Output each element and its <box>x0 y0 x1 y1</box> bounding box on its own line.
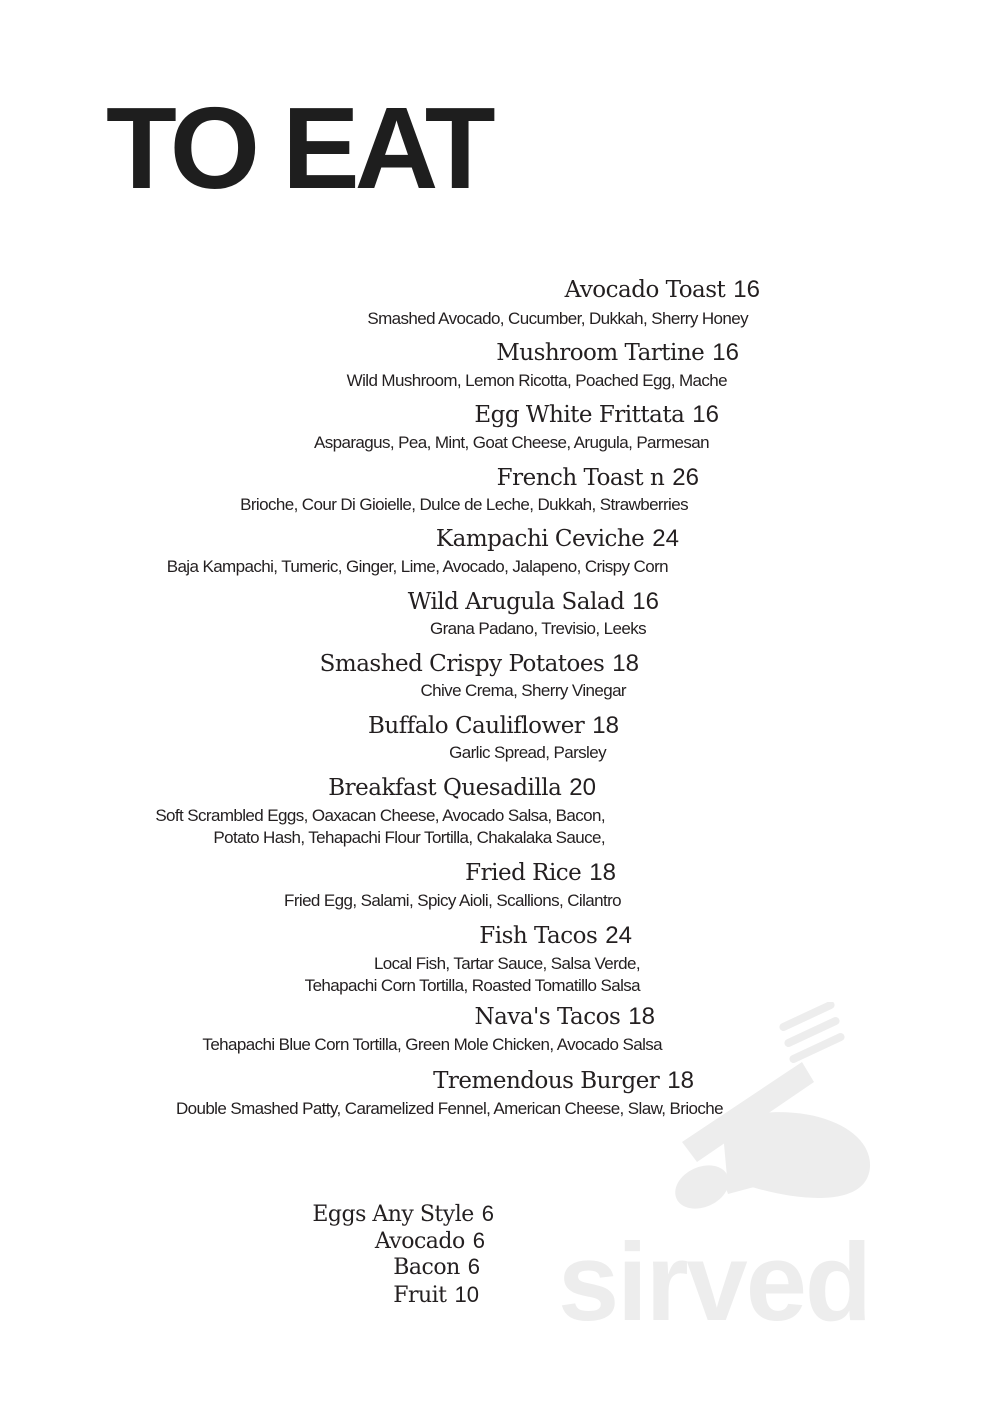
item-name: Avocado Toast <box>564 277 726 303</box>
side-item <box>0 1200 494 1229</box>
item-price: 18 <box>628 1003 655 1030</box>
menu-item <box>0 712 619 740</box>
item-price: 16 <box>632 588 659 615</box>
item-description: Chive Crema, Sherry Vinegar <box>420 681 626 700</box>
side-price: 6 <box>472 1228 485 1253</box>
side-price: 6 <box>481 1201 494 1226</box>
item-price: 18 <box>589 859 616 886</box>
side-name: Fruit <box>393 1283 447 1308</box>
item-description: Smashed Avocado, Cucumber, Dukkah, Sherry Honey <box>367 309 748 328</box>
menu-item <box>0 922 632 950</box>
menu-item <box>0 774 596 802</box>
side-item <box>0 1281 479 1310</box>
item-name: Fish Tacos <box>479 923 598 949</box>
menu-item <box>0 1067 694 1095</box>
side-name: Bacon <box>393 1255 460 1280</box>
item-price: 26 <box>672 464 699 491</box>
menu-item-desc <box>0 1098 723 1120</box>
side-name: Avocado <box>374 1229 465 1254</box>
menu-item <box>0 401 719 429</box>
side-item <box>0 1253 480 1282</box>
item-description: Double Smashed Patty, Caramelized Fennel, American Cheese, Slaw, Brioche <box>175 1099 723 1118</box>
page-title: TO EAT <box>106 83 491 213</box>
item-description: Asparagus, Pea, Mint, Goat Cheese, Arugula, Parmesan <box>314 433 709 452</box>
item-description: Wild Mushroom, Lemon Ricotta, Poached Egg, Mache <box>346 371 727 390</box>
menu-item-desc <box>0 953 640 997</box>
item-price: 18 <box>612 650 639 677</box>
menu-item-desc <box>0 308 748 330</box>
item-name: Fried Rice <box>465 860 582 886</box>
item-description: Tehapachi Blue Corn Tortilla, Green Mole Chicken, Avocado Salsa <box>202 1035 662 1054</box>
item-description: Soft Scrambled Eggs, Oaxacan Cheese, Avocado Salsa, Bacon, Potato Hash, Tehapachi Flour Tortilla, Chakalaka Sauce, <box>155 806 605 847</box>
menu-item-desc <box>0 370 727 392</box>
item-price: 18 <box>667 1067 694 1094</box>
menu-item-desc <box>0 494 688 516</box>
side-name: Eggs Any Style <box>312 1202 474 1227</box>
item-name: Wild Arugula Salad <box>407 589 625 615</box>
item-price: 18 <box>592 712 619 739</box>
item-description: Garlic Spread, Parsley <box>449 743 606 762</box>
menu-item <box>0 276 760 304</box>
item-name: Mushroom Tartine <box>496 340 705 366</box>
item-price: 16 <box>712 339 739 366</box>
item-price: 16 <box>692 401 719 428</box>
side-item <box>0 1227 485 1256</box>
item-name: Nava's Tacos <box>474 1004 621 1030</box>
item-name: Kampachi Ceviche <box>435 526 645 552</box>
menu-item <box>0 1003 655 1031</box>
item-name: Egg White Frittata <box>474 402 685 428</box>
item-name: Smashed Crispy Potatoes <box>319 651 605 677</box>
item-name: French Toast n <box>496 465 665 491</box>
menu-item-desc <box>0 432 709 454</box>
item-name: Breakfast Quesadilla <box>328 775 562 801</box>
menu-item-desc <box>0 742 606 764</box>
item-name: Buffalo Cauliflower <box>367 713 585 739</box>
item-description: Baja Kampachi, Tumeric, Ginger, Lime, Avocado, Jalapeno, Crispy Corn <box>166 557 668 576</box>
menu-item-desc <box>0 556 668 578</box>
side-price: 6 <box>467 1254 480 1279</box>
item-price: 24 <box>652 525 679 552</box>
item-price: 20 <box>569 774 596 801</box>
item-description: Fried Egg, Salami, Spicy Aioli, Scallions, Cilantro <box>284 891 621 910</box>
item-price: 16 <box>733 276 760 303</box>
menu-item <box>0 588 659 616</box>
menu-item <box>0 525 679 553</box>
item-description: Brioche, Cour Di Gioielle, Dulce de Leche, Dukkah, Strawberries <box>240 495 688 514</box>
side-price: 10 <box>454 1282 479 1307</box>
item-description: Local Fish, Tartar Sauce, Salsa Verde, Tehapachi Corn Tortilla, Roasted Tomatillo Salsa <box>304 954 640 995</box>
menu-item <box>0 859 616 887</box>
menu-item-desc <box>0 805 605 849</box>
menu-item <box>0 464 699 492</box>
item-description: Grana Padano, Trevisio, Leeks <box>429 619 646 638</box>
menu-item-desc <box>0 890 621 912</box>
item-name: Tremendous Burger <box>433 1068 660 1094</box>
menu-item-desc <box>0 680 626 702</box>
menu-item-desc <box>0 618 646 640</box>
menu-item-desc <box>0 1034 662 1056</box>
menu-item <box>0 339 739 367</box>
menu-item <box>0 650 639 678</box>
item-price: 24 <box>605 922 632 949</box>
watermark-text: sirved <box>558 1221 871 1342</box>
